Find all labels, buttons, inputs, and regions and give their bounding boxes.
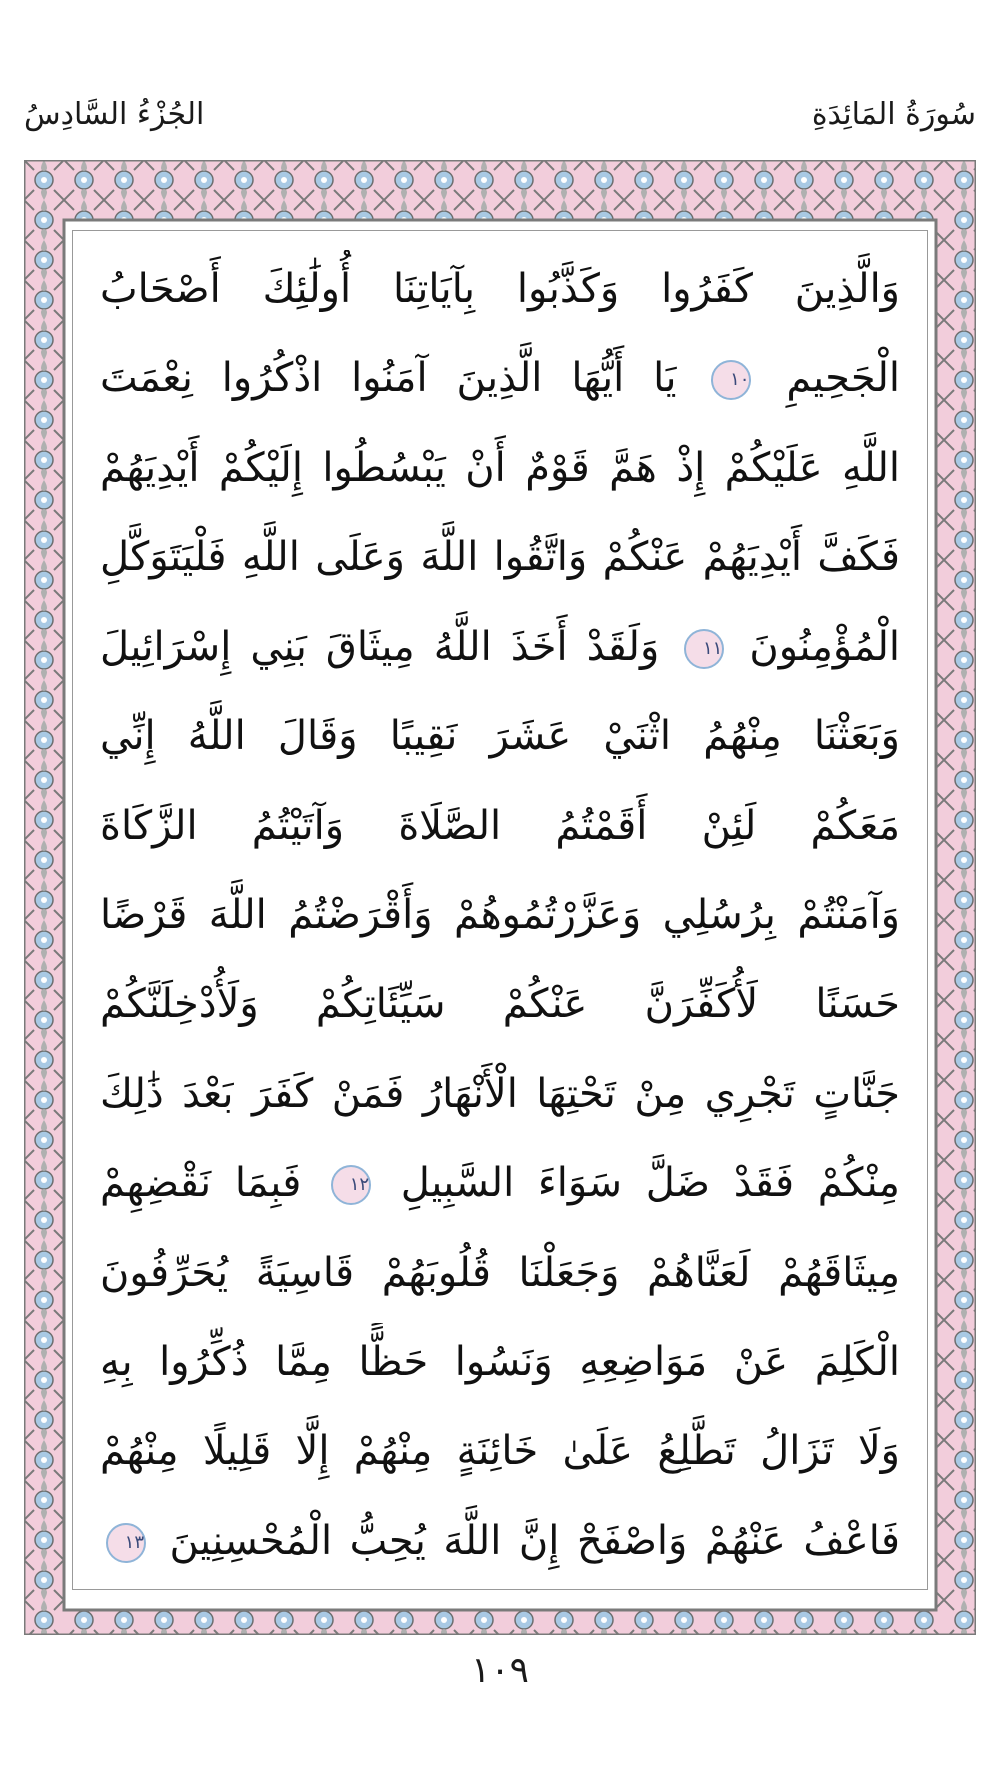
verse-line: مِيثَاقَهُمْ لَعَنَّاهُمْ وَجَعَلْنَا قُلُوبَهُمْ قَاسِيَةً يُحَرِّفُونَ [100,1249,900,1296]
verse-line: جَنَّاتٍ تَجْرِي مِنْ تَحْتِهَا الْأَنْهَارُ فَمَنْ كَفَرَ بَعْدَ ذَٰلِكَ [100,1070,900,1117]
verse-line: وَبَعَثْنَا مِنْهُمُ اثْنَيْ عَشَرَ نَقِيبًا وَقَالَ اللَّهُ إِنِّي [100,713,900,760]
ayah-end-marker: ١٠ [711,360,751,400]
verse-line: حَسَنًا لَأُكَفِّرَنَّ عَنْكُمْ سَيِّئَاتِكُمْ وَلَأُدْخِلَنَّكُمْ [100,981,900,1028]
verse-line: وَلَا تَزَالُ تَطَّلِعُ عَلَىٰ خَائِنَةٍ مِنْهُمْ إِلَّا قَلِيلًا مِنْهُمْ [100,1428,900,1475]
juz-name: الجُزْءُ السَّادِسُ [24,96,205,132]
ayah-end-marker: ١١ [684,629,724,669]
ayah-end-marker: ١٢ [331,1165,371,1205]
verse-line: اللَّهِ عَلَيْكُمْ إِذْ هَمَّ قَوْمٌ أَنْ يَبْسُطُوا إِلَيْكُمْ أَيْدِيَهُمْ [100,444,900,491]
verse-line: فَاعْفُ عَنْهُمْ وَاصْفَحْ إِنَّ اللَّهَ يُحِبُّ الْمُحْسِنِينَ ١٣ [100,1502,900,1580]
surah-name: سُورَةُ المَائِدَةِ [811,96,976,132]
verse-line: وَالَّذِينَ كَفَرُوا وَكَذَّبُوا بِآيَاتِنَا أُولَٰئِكَ أَصْحَابُ [100,266,900,312]
ayah-end-marker: ١٣ [106,1523,146,1563]
verse-line: مَعَكُمْ لَئِنْ أَقَمْتُمُ الصَّلَاةَ وَآتَيْتُمُ الزَّكَاةَ [100,802,900,849]
verse-line: وَآمَنْتُمْ بِرُسُلِي وَعَزَّرْتُمُوهُمْ وَأَقْرَضْتُمُ اللَّهَ قَرْضًا [100,891,900,938]
verse-line: مِنْكُمْ فَقَدْ ضَلَّ سَوَاءَ السَّبِيلِ ١٢ فَبِمَا نَقْضِهِمْ [100,1160,900,1207]
page-header [24,92,976,136]
verse-line: فَكَفَّ أَيْدِيَهُمْ عَنْكُمْ وَاتَّقُوا اللَّهَ وَعَلَى اللَّهِ فَلْيَتَوَكَّلِ [100,534,900,581]
verse-line: الْجَحِيمِ ١٠ يَا أَيُّهَا الَّذِينَ آمَنُوا اذْكُرُوا نِعْمَتَ [100,355,900,402]
verse-lines [100,250,900,1580]
page-number: ١٠٩ [470,1650,529,1691]
verse-line: الْمُؤْمِنُونَ ١١ وَلَقَدْ أَخَذَ اللَّهُ مِيثَاقَ بَنِي إِسْرَائِيلَ [100,623,900,670]
verse-line: الْكَلِمَ عَنْ مَوَاضِعِهِ وَنَسُوا حَظًّا مِمَّا ذُكِّرُوا بِهِ [100,1339,900,1386]
